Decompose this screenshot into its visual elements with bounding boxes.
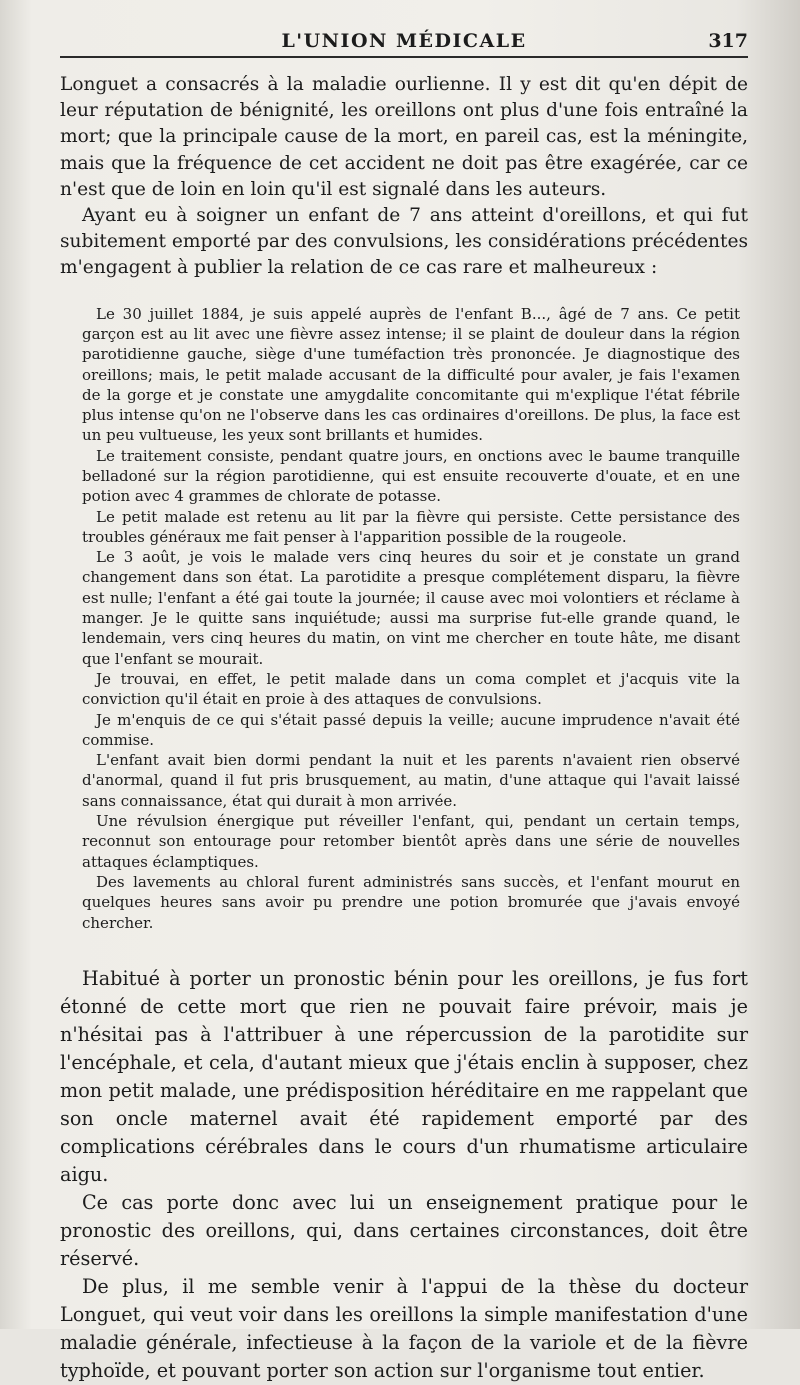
- case-paragraph: Je m'enquis de ce qui s'était passé depuis la veille; aucune imprudence n'avait été commise.: [82, 710, 740, 749]
- case-paragraph: Le 3 août, je vois le malade vers cinq heures du soir et je constate un grand changement dans son état. La parotidite a presque complétement disparu, la fièvre est nulle; l'enfant a été gai toute la journée; il cause avec moi volontiers et réclame à manger. Je le quitte sans inquiétude; aussi ma surprise fut-elle grande quand, le lendemain, vers cinq heures du matin, on vint me chercher en toute hâte, me disant que l'enfant se mourait.: [82, 548, 740, 668]
- journal-title: L'UNION MÉDICALE: [281, 30, 527, 52]
- intro-paragraph: Longuet a consacrés à la maladie ourlienne. Il y est dit qu'en dépit de leur réputation de bénignité, les oreillons ont plus d'une fois entraîné la mort; que la principale cause de la mort, en pareil cas, est la méningite, mais que la fréquence de cet accident ne doit pas être exagérée, car ce n'est que de loin en loin qu'il est signalé dans les auteurs.: [60, 74, 748, 200]
- intro-paragraph: Ayant eu à soigner un enfant de 7 ans atteint d'oreillons, et qui fut subitement emporté par des convulsions, les considérations précédentes m'engagent à publier la relation de ce cas rare et malheureux :: [60, 205, 748, 279]
- case-paragraph: Le petit malade est retenu au lit par la fièvre qui persiste. Cette persistance des troubles généraux me fait penser à l'apparition possible de la rougeole.: [82, 507, 740, 546]
- running-head: [60, 26, 748, 58]
- page-number: 317: [708, 30, 748, 52]
- case-paragraph: Le 30 juillet 1884, je suis appelé auprès de l'enfant B..., âgé de 7 ans. Ce petit garçon est au lit avec une fièvre assez intense; il se plaint de douleur dans la région parotidienne gauche, siège d'une tuméfaction très prononcée. Je diagnostique des oreillons; mais, le petit malade accusant de la difficulté pour avaler, je fais l'examen de la gorge et je constate une amygdalite concomitante qui m'explique l'état fébrile plus intense qu'on ne l'observe dans les cas ordinaires d'oreillons. De plus, la face est un peu vultueuse, les yeux sont brillants et humides.: [82, 304, 740, 445]
- case-report: [60, 282, 748, 947]
- closing-section: [60, 965, 748, 1385]
- case-paragraph: Le traitement consiste, pendant quatre jours, en onctions avec le baume tranquille belladoné sur la région parotidienne, qui est ensuite recouverte d'ouate, et en une potion avec 4 grammes de chlorate de potasse.: [82, 446, 740, 506]
- case-paragraph: Des lavements au chloral furent administrés sans succès, et l'enfant mourut en quelques heures sans avoir pu prendre une potion bromurée que j'avais envoyé chercher.: [82, 872, 740, 932]
- intro-section: [60, 72, 748, 282]
- case-paragraph: Je trouvai, en effet, le petit malade dans un coma complet et j'acquis vite la conviction qu'il était en proie à des attaques de convulsions.: [82, 669, 740, 709]
- closing-paragraph: Habitué à porter un pronostic bénin pour les oreillons, je fus fort étonné de cette mort que rien ne pouvait faire prévoir, mais je n'hésitai pas à l'attribuer à une répercussion de la parotidite sur l'encéphale, et cela, d'autant mieux que j'étais enclin à supposer, chez mon petit malade, une prédisposition héréditaire en me rappelant que son oncle maternel avait été rapidement emporté par des complications cérébrales dans le cours d'un rhumatisme articulaire aigu.: [60, 966, 748, 1186]
- case-paragraph: L'enfant avait bien dormi pendant la nuit et les parents n'avaient rien observé d'anormal, quand il fut pris brusquement, au matin, d'une attaque qui l'avait laissé sans connaissance, état qui durait à mon arrivée.: [82, 751, 740, 810]
- closing-paragraph: De plus, il me semble venir à l'appui de la thèse du docteur Longuet, qui veut voir dans les oreillons la simple manifestation d'une maladie générale, infectieuse à la façon de la variole et de la fièvre typhoïde, et pouvant porter son action sur l'organisme tout entier.: [60, 1274, 748, 1382]
- closing-paragraph: Ce cas porte donc avec lui un enseignement pratique pour le pronostic des oreillons, qui, dans certaines circonstances, doit être réservé.: [60, 1190, 748, 1270]
- case-paragraph: Une révulsion énergique put réveiller l'enfant, qui, pendant un certain temps, reconnut son entourage pour retomber bientôt après dans une série de nouvelles attaques éclamptiques.: [82, 812, 740, 871]
